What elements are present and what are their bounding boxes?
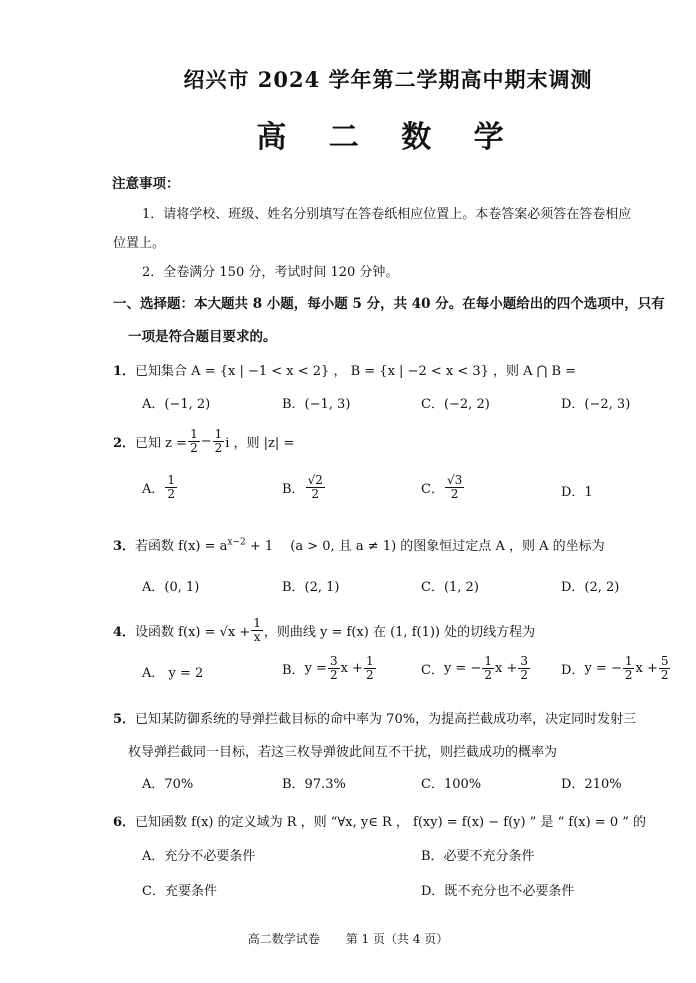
minus-sign: −	[200, 433, 212, 449]
notice-item-1-line-1: 1．请将学校、班级、姓名分别填写在答卷纸相应位置上。本卷答案必须答在答卷相应	[142, 207, 632, 222]
fraction	[188, 428, 200, 454]
fraction	[445, 474, 464, 500]
footer-subject: 高二数学试卷	[247, 932, 320, 946]
q3-option-c: C．(1, 2)	[421, 580, 479, 595]
question-number: 6．	[113, 815, 136, 830]
question-stem-prefix: 已知 z =	[135, 435, 188, 451]
option-label: B．	[282, 481, 305, 497]
q1-option-d: D．(−2, 3)	[561, 397, 631, 412]
option-text: y = −	[584, 660, 622, 676]
fraction-denominator: 2	[520, 667, 528, 682]
question-number: 1．	[113, 364, 136, 379]
q2-option-a	[142, 474, 178, 500]
question-number: 2．	[113, 435, 136, 451]
q4-option-c	[421, 655, 531, 681]
fraction-denominator: 2	[167, 486, 176, 501]
fraction-denominator: 2	[660, 667, 669, 682]
option-text: y = −	[443, 660, 482, 676]
fraction-numerator: 1	[624, 654, 633, 668]
fraction	[306, 474, 325, 500]
q4-option-b	[282, 655, 377, 681]
fraction	[165, 474, 177, 500]
question-stem-part-2: ，则曲线 y = f(x) 在 (1, f(1)) 处的切线方程为	[263, 624, 536, 640]
q3-option-a: A．(0, 1)	[142, 580, 200, 595]
fraction-numerator: √2	[307, 473, 323, 487]
question-4	[113, 617, 535, 643]
fraction-denominator: 2	[311, 486, 320, 501]
question-3	[113, 535, 605, 554]
question-stem: 已知集合 A = {x | −1 < x < 2} ， B = {x | −2 < x < 3} ，则 A ⋂ B =	[135, 364, 577, 379]
option-text: x +	[635, 660, 658, 676]
q3-option-d: D．(2, 2)	[561, 580, 620, 595]
fraction-numerator: 5	[660, 654, 669, 668]
question-stem: 已知某防御系统的导弹拦截目标的命中率为 70%，为提高拦截成功率，决定同时发射三	[135, 712, 637, 727]
page-number: 第 1 页（共 4 页）	[345, 932, 449, 946]
fraction-numerator: 3	[329, 654, 338, 668]
fraction	[623, 655, 635, 681]
fraction-denominator: 2	[190, 440, 198, 455]
q3-option-b: B．(2, 1)	[282, 580, 340, 595]
fraction-denominator: 2	[450, 486, 459, 501]
fraction-numerator: 1	[365, 654, 374, 668]
fraction	[213, 428, 225, 454]
option-text: x +	[495, 660, 518, 676]
notice-item-1-line-2: 位置上。	[113, 236, 166, 251]
exponent: x−2	[227, 537, 246, 548]
fraction-numerator: 1	[190, 427, 198, 441]
q4-option-a: A． y = 2	[142, 666, 204, 681]
option-label: C．	[421, 662, 444, 678]
q2-option-b	[282, 474, 326, 500]
option-label: A．	[142, 481, 165, 497]
option-text: x +	[340, 660, 363, 676]
page-footer	[0, 930, 696, 947]
fraction-denominator: 2	[624, 667, 633, 682]
fraction-denominator: 2	[484, 667, 492, 682]
q6-option-b: B．必要不充分条件	[421, 849, 535, 864]
fraction-denominator: x	[253, 629, 261, 644]
section-heading-line-1: 一、选择题：本大题共 8 小题，每小题 5 分，共 40 分。在每小题给出的四个选项中，只有	[113, 296, 665, 312]
option-text: y =	[304, 660, 327, 676]
fraction	[482, 655, 494, 681]
q5-option-c: C．100%	[421, 777, 482, 792]
fraction-denominator: 2	[214, 440, 223, 455]
question-6	[113, 811, 646, 830]
q6-option-d: D．既不充分也不必要条件	[421, 884, 575, 899]
fraction	[518, 655, 530, 681]
question-number: 3．	[113, 539, 136, 554]
fraction	[251, 617, 263, 643]
option-label: C．	[421, 481, 444, 497]
question-number: 5．	[113, 712, 136, 727]
notice-heading: 注意事项：	[112, 176, 180, 192]
question-5-line-2: 枚导弹拦截同一目标，若这三枚导弹彼此间互不干扰，则拦截成功的概率为	[128, 745, 558, 760]
q5-option-a: A．70%	[142, 777, 194, 792]
q2-option-c	[421, 474, 465, 500]
question-stem: 已知函数 f(x) 的定义域为 R ，则 “∀x, y∈ R ， f(xy) = f(x) − f(y) ” 是 “ f(x) = 0 ” 的	[135, 815, 647, 830]
fraction	[364, 655, 376, 681]
fraction-numerator: 3	[520, 654, 528, 668]
q2-option-d: D．1	[561, 485, 593, 500]
question-2	[113, 428, 294, 454]
section-heading-line-2: 一项是符合题目要求的。	[128, 329, 277, 345]
exam-title: 绍兴市 2024 学年第二学期高中期末调测	[183, 67, 593, 92]
option-label: B．	[282, 662, 305, 678]
fraction	[328, 655, 340, 681]
question-stem-suffix: i ，则 |z| =	[225, 435, 295, 451]
question-stem-part-1: 设函数 f(x) = √x +	[135, 624, 251, 640]
fraction-numerator: 1	[167, 473, 176, 487]
fraction-numerator: 1	[214, 427, 223, 441]
q5-option-b: B．97.3%	[282, 777, 346, 792]
option-label: D．	[561, 662, 585, 678]
q6-option-a: A．充分不必要条件	[142, 849, 256, 864]
fraction-numerator: 1	[253, 616, 261, 630]
fraction-numerator: 1	[484, 654, 492, 668]
fraction-numerator: √3	[446, 473, 463, 487]
exam-subtitle: 高 二 数 学	[256, 120, 520, 155]
q4-option-d	[561, 655, 671, 681]
q1-option-a: A．(−1, 2)	[142, 397, 211, 412]
fraction	[659, 655, 671, 681]
question-5-line-1	[113, 708, 636, 727]
q1-option-c: C．(−2, 2)	[421, 397, 490, 412]
q5-option-d: D．210%	[561, 777, 622, 792]
notice-item-2: 2．全卷满分 150 分，考试时间 120 分钟。	[142, 265, 399, 280]
question-1	[113, 360, 576, 379]
fraction-denominator: 2	[365, 667, 374, 682]
question-stem-part-1: 若函数 f(x) = a	[135, 539, 228, 554]
q6-option-c: C．充要条件	[142, 884, 217, 899]
question-number: 4．	[113, 624, 136, 640]
q1-option-b: B．(−1, 3)	[282, 397, 351, 412]
question-stem-part-2: + 1 (a > 0, 且 a ≠ 1) 的图象恒过定点 A ，则 A 的坐标为	[245, 539, 605, 554]
fraction-denominator: 2	[329, 667, 338, 682]
